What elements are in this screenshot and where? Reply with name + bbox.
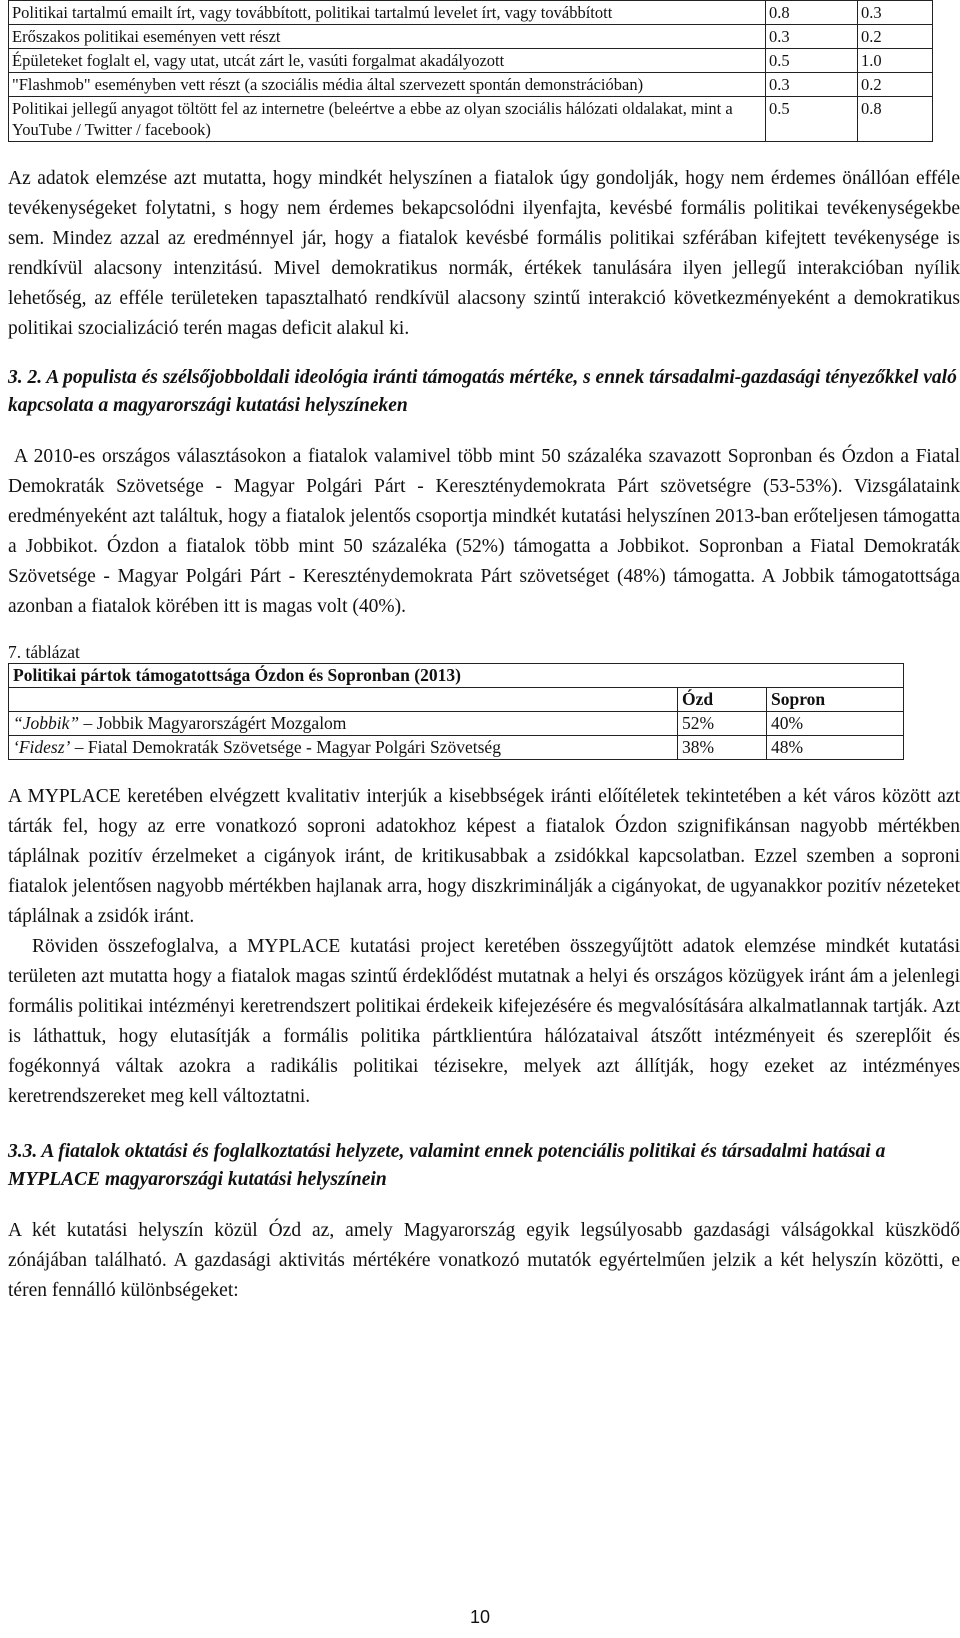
value-ozd: 52% <box>678 712 767 736</box>
activity-desc: Erőszakos politikai eseményen vett részt <box>9 25 766 49</box>
activity-value-2: 0.2 <box>858 25 933 49</box>
table-title: Politikai pártok támogatottsága Ózdon és Sopronban (2013) <box>9 664 904 688</box>
party-full-name: – Jobbik Magyarországért Mozgalom <box>79 713 347 733</box>
activity-table <box>8 0 933 142</box>
party-support-table <box>8 663 904 760</box>
paragraph-economy: A két kutatási helyszín közül Ózd az, amely Magyarország egyik legsúlyosabb gazdasági válságokkal küszködő zónájában található. A gazdasági aktivitás mértékére vonatkozó mutatók egyértelműen jelzik a két helyszín közötti, e téren fennálló különbségeket: <box>8 1220 960 1301</box>
activity-desc: "Flashmob" eseményben vett részt (a szociális média által szervezett spontán demonstrációban) <box>9 73 766 97</box>
paragraph-summary: Röviden összefoglalva, a MYPLACE kutatási project keretében összegyűjtött adatok elemzése mindkét kutatási területen azt mutatta hogy a fiatalok magas szintű érdeklődést mutatnak a helyi és országos közügyek iránt ám a jelenlegi formális politikai intézményi keretrendszert politikai érdekeik kifejezésére és megvalósítására alkalmatlannak tartják. Azt is láthattuk, hogy elutasítják a formális politika pártklientúra hálózataival átszőtt intézményeit és szereplőit és fogékonnyá váltak azokra a radikális politikai tézisekre, melyek azt állítják, hogy ezeket az intézményes keretrendszereket meg kell változtatni. <box>8 936 960 1107</box>
value-sopron: 40% <box>767 712 904 736</box>
activity-value-2: 0.2 <box>858 73 933 97</box>
table-header-row <box>9 688 904 712</box>
document-page <box>8 0 960 1306</box>
paragraph-elections: A 2010-es országos választásokon a fiatalok valamivel több mint 50 százaléka szavazott Sopronban és Ózdon a Fiatal Demokraták Szövetsége - Magyar Polgári Párt - Kereszténydemokrata Párt szövetségre (53-53%). Vizsgálataink eredményeként azt találtuk, hogy a fiatalok jelentős csoportja mindkét kutatási helyszínen 2013-ban erőteljesen támogatta a Jobbikot. Ózdon a fiatalok több mint 50 százaléka (52%) támogatta a Jobbikot. Sopronban a Fiatal Demokraták Szövetsége - Magyar Polgári Párt - Kereszténydemokrata Párt szövetséget (48%) támogatta. A Jobbik támogatottsága azonban a fiatalok körében itt is magas volt (40%). <box>8 446 960 617</box>
table-row <box>9 49 933 73</box>
party-short-name: “Jobbik” <box>13 713 80 733</box>
paragraph-prejudice: A MYPLACE keretében elvégzett kvalitativ interjúk a kisebbségek iránti előítéletek tekintetében a két város között azt tárták fel, hogy az erre vonatkozó soproni adatokhoz képest a fiatalok Ózdon szignifikánsan nagyobb mértékben táplálnak pozitív érzelmeket a cigányok iránt, de kritikusabbak a zsidókkal kapcsolatban. Ezzel szemben a soproni fiatalok jelentősen nagyobb mértékben hajlanak arra, hogy diszkriminálják a cigányokat, de ugyanakkor pozitív nézeteket táplálnak a zsidók iránt. <box>8 786 960 927</box>
table-row <box>9 25 933 49</box>
table-header-sopron: Sopron <box>767 688 904 712</box>
party-name <box>9 736 678 760</box>
table-row <box>9 712 904 736</box>
activity-desc: Épületeket foglalt el, vagy utat, utcát zárt le, vasúti forgalmat akadályozott <box>9 49 766 73</box>
table-caption: 7. táblázat <box>8 642 80 662</box>
value-ozd: 38% <box>678 736 767 760</box>
activity-value-1: 0.8 <box>766 1 858 25</box>
party-name <box>9 712 678 736</box>
activity-value-1: 0.3 <box>766 73 858 97</box>
activity-value-2: 1.0 <box>858 49 933 73</box>
table-row <box>9 97 933 142</box>
activity-value-1: 0.5 <box>766 97 858 142</box>
activity-desc: Politikai jellegű anyagot töltött fel az internetre (beleértve a ebbe az olyan szociális hálózati oldalakat, mint a YouTube / Twitter / facebook) <box>9 97 766 142</box>
value-sopron: 48% <box>767 736 904 760</box>
table-row <box>9 736 904 760</box>
activity-value-1: 0.3 <box>766 25 858 49</box>
party-full-name: – Fiatal Demokraták Szövetsége - Magyar Polgári Szövetség <box>70 737 501 757</box>
paragraph-analysis: Az adatok elemzése azt mutatta, hogy mindkét helyszínen a fiatalok úgy gondolják, hogy nem érdemes önállóan efféle tevékenységeket folytatni, s hogy nem érdemes bekapcsolódni ilyenfajta, kevésbé formális politikai tevékenységekbe sem. Mindez azzal az eredménnyel jár, hogy a fiatalok kevésbé formális politikai szférában kifejtett tevékenysége is rendkívül alacsony intenzitású. Mivel demokratikus normák, értékek tanulására ilyen jellegű interakcióban nyílik lehetőség, az efféle területeken tapasztalható rendkívül alacsony szintű interakció következményeként a demokratikus politikai szocializáció terén magas deficit alakul ki. <box>8 168 960 339</box>
section-heading-3-2: 3. 2. A populista és szélsőjobboldali ideológia iránti támogatás mértéke, s ennek társadalmi-gazdasági tényezőkkel való kapcsolata a magyarországi kutatási helyszíneken <box>8 367 957 416</box>
table-header-empty <box>9 688 678 712</box>
activity-value-2: 0.8 <box>858 97 933 142</box>
activity-desc: Politikai tartalmú emailt írt, vagy továbbított, politikai tartalmú levelet írt, vagy továbbított <box>9 1 766 25</box>
activity-value-2: 0.3 <box>858 1 933 25</box>
table-row <box>9 73 933 97</box>
party-short-name: ‘Fidesz’ <box>13 737 71 757</box>
activity-value-1: 0.5 <box>766 49 858 73</box>
page-number: 10 <box>469 1607 491 1627</box>
table-header-ozd: Ózd <box>678 688 767 712</box>
table-row <box>9 1 933 25</box>
section-heading-3-3: 3.3. A fiatalok oktatási és foglalkoztatási helyzete, valamint ennek potenciális politikai és társadalmi hatásai a MYPLACE magyarországi kutatási helyszínein <box>8 1141 886 1190</box>
